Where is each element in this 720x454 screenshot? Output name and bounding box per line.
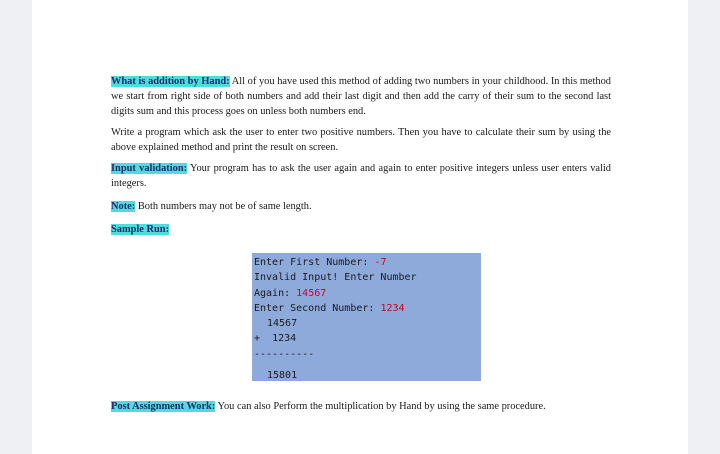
console-input-value: 1234 xyxy=(380,302,405,314)
document-body xyxy=(111,74,611,237)
console-input-value: -7 xyxy=(374,257,387,268)
console-operator: + xyxy=(254,333,261,345)
console-result: 15801 xyxy=(267,370,298,382)
validation-paragraph xyxy=(111,161,611,191)
sample-run-console xyxy=(252,253,481,381)
intro-label: What is addition by Hand: xyxy=(111,76,230,87)
console-line-invalid: Invalid Input! Enter Number xyxy=(254,272,417,284)
validation-label: Input validation: xyxy=(111,163,188,174)
post-assignment-paragraph xyxy=(111,399,609,414)
note-paragraph xyxy=(111,199,611,214)
console-separator: ---------- xyxy=(254,348,315,360)
post-assignment-text: You can also Perform the multiplication by Hand by using the same procedure. xyxy=(215,401,546,412)
console-prompt: Enter Second Number: xyxy=(254,302,381,314)
intro-text: All of you have used this method of adding two numbers in your childhood. In this method we start from right side of both numbers and add their last digit and then add the carry of their sum to the second last digits sum and this process goes on unless both numbers end. xyxy=(111,76,611,117)
console-line-first-number xyxy=(254,255,481,270)
task-paragraph: Write a program which ask the user to enter two positive numbers. Then you have to calculate their sum by using the above explained method and print the result on screen. xyxy=(111,127,611,153)
console-operand-2: 1234 xyxy=(272,333,297,345)
console-input-value: 14567 xyxy=(296,287,327,299)
console-prompt: Enter First Number: xyxy=(254,257,375,268)
intro-paragraph xyxy=(111,74,611,119)
note-text: Both numbers may not be of same length. xyxy=(135,201,312,212)
console-prompt: Again: xyxy=(254,287,297,299)
console-line-second-number xyxy=(254,301,481,316)
console-line-again xyxy=(254,286,481,301)
sample-run-label: Sample Run: xyxy=(111,224,170,235)
validation-text: Your program has to ask the user again and again to enter positive integers unless user enters valid integers. xyxy=(111,163,612,189)
document-page xyxy=(32,0,688,454)
sample-run-heading xyxy=(111,222,611,237)
note-label: Note: xyxy=(111,201,136,212)
post-assignment-label: Post Assignment Work: xyxy=(111,401,216,412)
console-operand-1: 14567 xyxy=(267,318,298,330)
console-operand-2-line xyxy=(254,331,481,346)
